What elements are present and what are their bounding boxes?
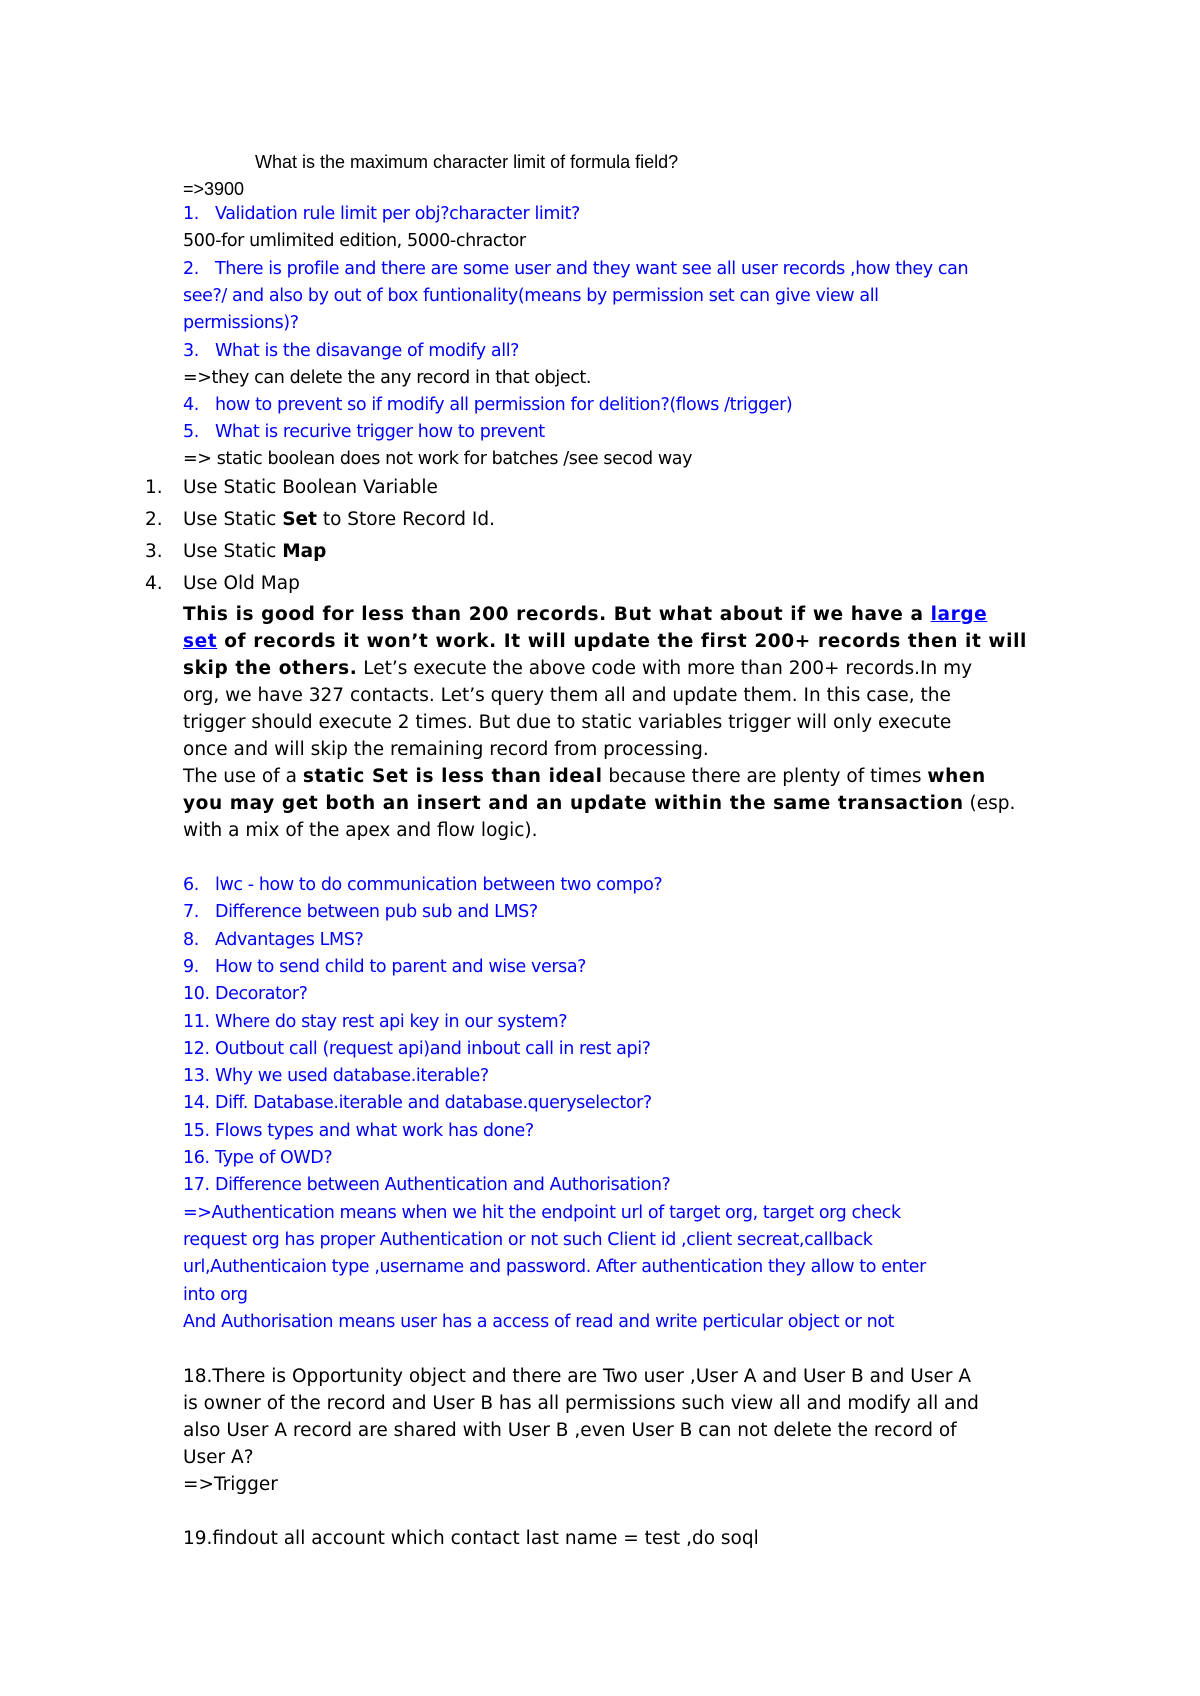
answer-5: => static boolean does not work for batches /see secod way: [183, 449, 693, 469]
way-item: 2. Use Static Set to Store Record Id.: [145, 509, 495, 530]
question-3: 3. What is the disavange of modify all?: [183, 341, 520, 361]
question-2: 2. There is profile and there are some user and they want see all user records ,how they can: [183, 259, 969, 279]
question-2-line-3: permissions)?: [183, 313, 299, 333]
question-1: 1. Validation rule limit per obj?character limit?: [183, 204, 580, 224]
paragraph-1-line: This is good for less than 200 records. But what about if we have a large: [183, 604, 988, 625]
paragraph-1-line: set of records it won’t work. It will update the first 200+ records then it will: [183, 631, 1027, 652]
question-item: 17. Difference between Authentication and Authorisation?: [183, 1175, 671, 1195]
question-18-line: 18.There is Opportunity object and there are Two user ,User A and User B and User A: [183, 1366, 972, 1387]
answer-17-line: =>Authentication means when we hit the endpoint url of target org, target org check: [183, 1203, 901, 1223]
question-item: 7. Difference between pub sub and LMS?: [183, 902, 538, 922]
question-18-line: is owner of the record and User B has all permissions such view all and modify all and: [183, 1393, 979, 1414]
question-item: 14. Diff. Database.iterable and database.queryselector?: [183, 1093, 652, 1113]
question-18-line: User A?: [183, 1447, 254, 1468]
answer-17-line: url,Authenticaion type ,username and password. After authentication they allow to enter: [183, 1257, 926, 1277]
question-item: 6. lwc - how to do communication between two compo?: [183, 875, 663, 895]
intro-question: What is the maximum character limit of formula field?: [255, 152, 679, 172]
question-item: 8. Advantages LMS?: [183, 930, 364, 950]
paragraph-1-line: once and will skip the remaining record from processing.: [183, 739, 709, 760]
question-item: 12. Outbout call (request api)and inbout call in rest api?: [183, 1039, 651, 1059]
paragraph-1-line: skip the others. Let’s execute the above code with more than 200+ records.In my: [183, 658, 973, 679]
paragraph-1-line: trigger should execute 2 times. But due to static variables trigger will only execute: [183, 712, 952, 733]
large-set-link[interactable]: large: [930, 604, 988, 625]
intro-answer: =>3900: [183, 179, 245, 199]
question-item: 11. Where do stay rest api key in our system?: [183, 1012, 568, 1032]
question-item: 9. How to send child to parent and wise versa?: [183, 957, 587, 977]
answer-17-line: into org: [183, 1285, 248, 1305]
answer-1: 500-for umlimited edition, 5000-chractor: [183, 231, 526, 251]
answer-17-line: And Authorisation means user has a access of read and write perticular object or not: [183, 1312, 895, 1332]
question-item: 16. Type of OWD?: [183, 1148, 333, 1168]
paragraph-2-line: you may get both an insert and an update within the same transaction (esp.: [183, 793, 1016, 814]
large-set-link[interactable]: set: [183, 631, 218, 652]
answer-17-line: request org has proper Authentication or not such Client id ,client secreat,callback: [183, 1230, 873, 1250]
question-2-line-2: see?/ and also by out of box funtionality(means by permission set can give view all: [183, 286, 879, 306]
question-4: 4. how to prevent so if modify all permission for delition?(flows /trigger): [183, 395, 793, 415]
answer-18: =>Trigger: [183, 1474, 278, 1495]
question-5: 5. What is recurive trigger how to prevent: [183, 422, 545, 442]
question-item: 13. Why we used database.iterable?: [183, 1066, 489, 1086]
paragraph-2-line: with a mix of the apex and flow logic).: [183, 820, 538, 841]
question-item: 15. Flows types and what work has done?: [183, 1121, 534, 1141]
way-item: 3. Use Static Map: [145, 541, 327, 562]
way-item: 1. Use Static Boolean Variable: [145, 477, 438, 498]
paragraph-1-line: org, we have 327 contacts. Let’s query them all and update them. In this case, the: [183, 685, 951, 706]
question-item: 10. Decorator?: [183, 984, 308, 1004]
way-item: 4. Use Old Map: [145, 573, 300, 594]
answer-3: =>they can delete the any record in that object.: [183, 368, 592, 388]
paragraph-2-line: The use of a static Set is less than ideal because there are plenty of times when: [183, 766, 986, 787]
question-18-line: also User A record are shared with User B ,even User B can not delete the record of: [183, 1420, 957, 1441]
question-19: 19.findout all account which contact last name = test ,do soql: [183, 1528, 759, 1549]
